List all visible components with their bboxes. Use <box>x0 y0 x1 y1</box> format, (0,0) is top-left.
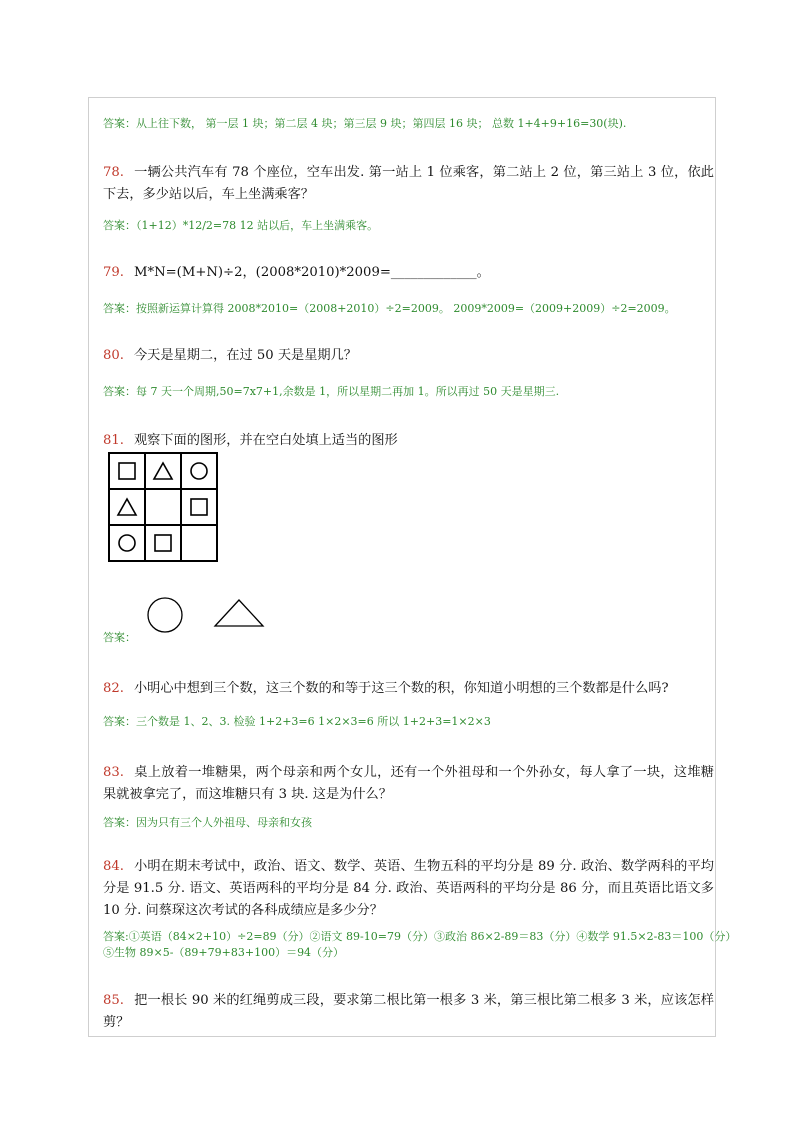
circle-shape <box>191 463 207 479</box>
answer-77: 答案：从上往下数， 第一层 1 块；第二层 4 块；第三层 9 块；第四层 16 块； 总数 1+4+9+16=30(块). <box>103 117 627 130</box>
grid-border <box>109 453 217 561</box>
circle-shape <box>148 598 182 632</box>
triangle-shape <box>215 600 263 626</box>
question-text: 把一根长 90 米的红绳剪成三段，要求第二根比第一根多 3 米，第三根比第二根多 3 米，应该怎样剪？ <box>103 993 714 1030</box>
question-78 <box>103 162 714 206</box>
question-number: 84. <box>103 859 124 874</box>
question-text: M*N=(M+N)÷2，(2008*2010)*2009=_____________。 <box>133 265 490 280</box>
question-85 <box>103 990 714 1034</box>
circle-shape <box>119 535 135 551</box>
question-number: 80. <box>103 348 124 363</box>
question-text: 小明在期末考试中，政治、语文、数学、英语、生物五科的平均分是 89 分. 政治、数学两科的平均分是 91.5 分. 语文、英语两科的平均分是 84 分. 政治、英语两科的平均分是 86 分，而且英语比语文多 10 分. 问蔡琛这次考试的各科成绩应是多少分？ <box>103 859 714 918</box>
answer-shapes-figure <box>145 594 270 639</box>
answer-82: 答案：三个数是 1、2、3. 检验 1+2+3=6 1×2×3=6 所以 1+2+3=1×2×3 <box>103 715 491 728</box>
triangle-shape <box>118 499 136 515</box>
question-80 <box>103 345 714 367</box>
answer-78: 答案：（1+12）*12/2=78 12 站以后，车上坐满乘客。 <box>103 219 379 232</box>
question-83 <box>103 762 714 806</box>
question-number: 81. <box>103 433 124 448</box>
answer-79: 答案：按照新运算计算得 2008*2010=（2008+2010）÷2=2009。 2009*2009=（2009+2009）÷2=2009。 <box>103 302 676 315</box>
question-text: 桌上放着一堆糖果，两个母亲和两个女儿，还有一个外祖母和一个外孙女，每人拿了一块，这堆糖果就被拿完了，而这堆糖只有 3 块. 这是为什么？ <box>103 765 714 802</box>
square-shape <box>155 535 171 551</box>
question-number: 85. <box>103 993 124 1008</box>
question-text: 一辆公共汽车有 78 个座位，空车出发. 第一站上 1 位乘客，第二站上 2 位，第三站上 3 位，依此下去，多少站以后，车上坐满乘客？ <box>103 165 714 202</box>
square-shape <box>191 499 207 515</box>
question-79 <box>103 262 714 284</box>
question-81 <box>103 430 714 452</box>
triangle-shape <box>154 463 172 479</box>
answer-83: 答案：因为只有三个人外祖母、母亲和女孩 <box>103 816 312 829</box>
answer-84-line-2: ⑤生物 89×5-（89+79+83+100）＝94（分） <box>103 946 345 959</box>
question-84 <box>103 856 714 922</box>
question-text: 观察下面的图形，并在空白处填上适当的图形 <box>133 433 398 448</box>
question-number: 83. <box>103 765 124 780</box>
square-shape <box>119 463 135 479</box>
question-number: 78. <box>103 165 124 180</box>
answer-80: 答案：每 7 天一个周期,50=7x7+1,余数是 1，所以星期二再加 1。所以再过 50 天是星期三. <box>103 385 560 398</box>
question-number: 79. <box>103 265 124 280</box>
answer-84-line-1: 答案:①英语（84×2+10）÷2=89（分）②语文 89-10=79（分）③政治 86×2-89＝83（分）④数学 91.5×2-83＝100（分） <box>103 930 737 943</box>
question-text: 今天是星期二，在过 50 天是星期几？ <box>133 348 357 363</box>
shape-grid-figure <box>108 452 220 564</box>
answer-81: 答案： <box>103 631 136 644</box>
question-82 <box>103 678 714 700</box>
question-number: 82. <box>103 681 124 696</box>
question-text: 小明心中想到三个数，这三个数的和等于这三个数的积，你知道小明想的三个数都是什么吗? <box>133 681 669 696</box>
